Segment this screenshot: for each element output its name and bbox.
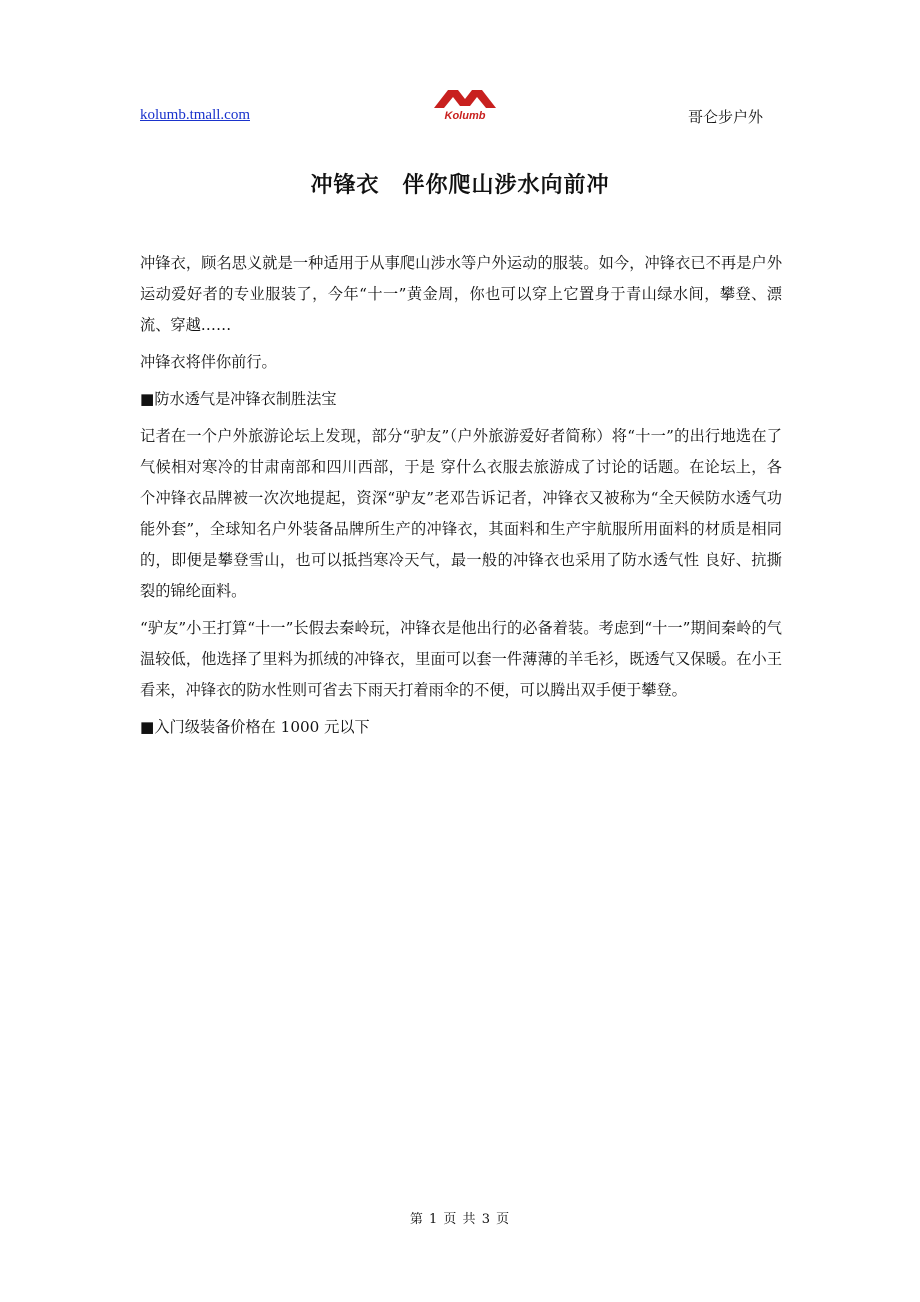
article-body bbox=[140, 248, 782, 749]
section-heading-waterproof: ■防水透气是冲锋衣制胜法宝 bbox=[140, 390, 337, 408]
paragraph-forum: 记者在一个户外旅游论坛上发现，部分“驴友”（户外旅游爱好者简称）将“十一”的出行地选在了气候相对寒冷的甘肃南部和四川西部，于是 穿什么衣服去旅游成了讨论的话题。在论坛上，各个冲锋衣品牌被一次次地提起，资深“驴友”老邓告诉记者，冲锋衣又被称为“全天候防水透气功能外套”，全球知名户外装备品牌所生产的冲锋衣，其面料和生产宇航服所用面料的材质是相同的，即便是攀登雪山，也可以抵挡寒冷天气，最一般的冲锋衣也采用了防水透气性 良好、抗撕裂的锦纶面料。 bbox=[140, 427, 782, 600]
header-brand-name: 哥仑步户外 bbox=[688, 108, 764, 126]
page-footer: 第 1 页 共 3 页 bbox=[409, 1212, 511, 1227]
logo-mountain-icon bbox=[434, 90, 496, 108]
paragraph-intro: 冲锋衣，顾名思义就是一种适用于从事爬山涉水等户外运动的服装。如今，冲锋衣已不再是户外运动爱好者的专业服装了，今年“十一”黄金周，你也可以穿上它置身于青山绿水间，攀登、漂流、穿越…… bbox=[140, 254, 782, 334]
kolumb-logo bbox=[430, 86, 500, 122]
section-heading-price: ■入门级装备价格在 1000 元以下 bbox=[140, 718, 370, 736]
paragraph-xiaowang: “驴友”小王打算“十一”长假去秦岭玩，冲锋衣是他出行的必备着装。考虑到“十一”期间秦岭的气温较低，他选择了里料为抓绒的冲锋衣，里面可以套一件薄薄的羊毛衫，既透气又保暖。在小王看来，冲锋衣的防水性则可省去下雨天打着雨伞的不便，可以腾出双手便于攀登。 bbox=[140, 619, 782, 699]
paragraph-lead: 冲锋衣将伴你前行。 bbox=[140, 353, 277, 371]
page-title: 冲锋衣 伴你爬山涉水向前冲 bbox=[310, 172, 610, 198]
header-link[interactable]: kolumb.tmall.com bbox=[140, 107, 250, 123]
logo-text: Kolumb bbox=[444, 110, 486, 122]
